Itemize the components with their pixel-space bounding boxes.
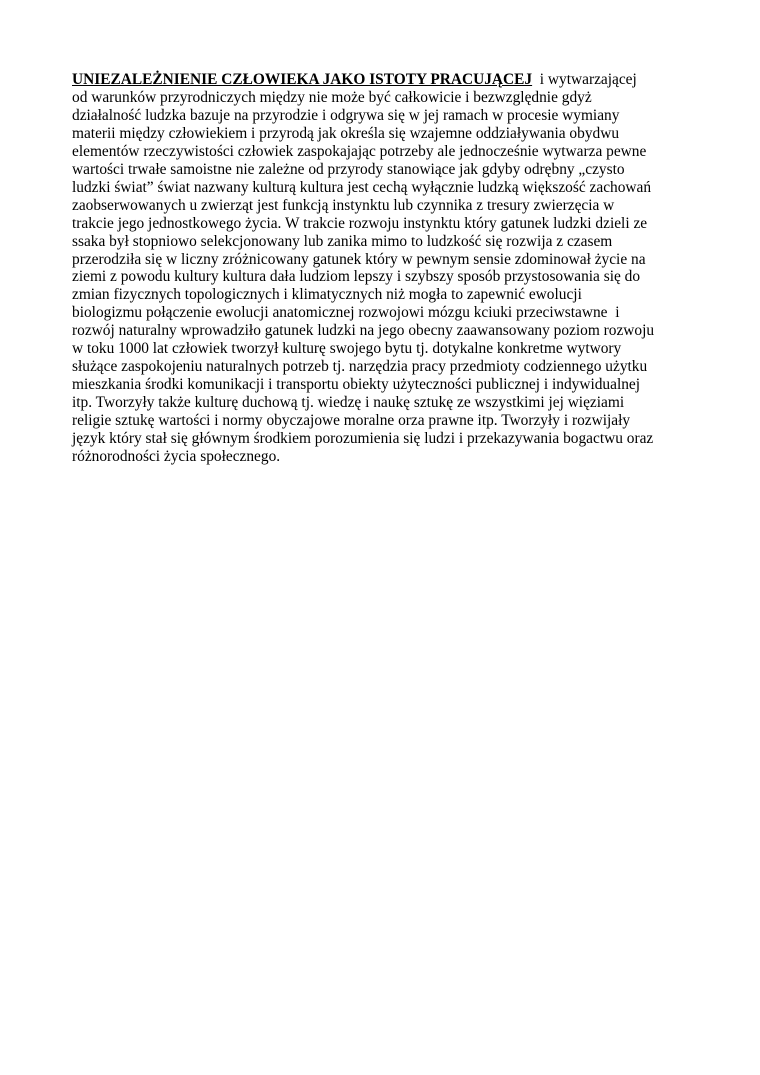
text-line: elementów rzeczywistości człowiek zaspokajając potrzeby ale jednocześnie wytwarza pewne [72,142,647,160]
text-line: od warunków przyrodniczych między nie może być całkowicie i bezwzględnie gdyż [72,88,592,106]
text-line: rozwój naturalny wprowadziło gatunek ludzki na jego obecny zaawansowany poziom rozwoju [72,322,655,340]
text-line: mieszkania środki komunikacji i transportu obiekty użyteczności publicznej i indywidualnej [72,376,641,394]
text-line: w toku 1000 lat człowiek tworzył kulturę swojego bytu tj. dotykalne konkretme wytwory [72,340,622,358]
text-line: zmian fizycznych topologicznych i klimatycznych niż mogła to zapewnić ewolucji [72,286,582,304]
heading-continuation-text: i wytwarzającej [532,71,637,88]
paragraph-body [72,89,700,466]
text-line: zaobserwowanych u zwierząt jest funkcją instynktu lub czynnika z tresury zwierzęcia w [72,196,615,214]
document-title: UNIEZALEŻNIENIE CZŁOWIEKA JAKO ISTOTY PRACUJĄCEJ [72,71,533,88]
text-line: wartości trwałe samoistne nie zależne od przyrody stanowiące jak gdyby odrębny „czysto [72,160,625,178]
text-line: działalność ludzka bazuje na przyrodzie i odgrywa się w jej ramach w procesie wymiany [72,106,620,124]
text-line: ssaka był stopniowo selekcjonowany lub zanika mimo to ludzkość się rozwija z czasem [72,232,613,250]
text-line: język który stał się głównym środkiem porozumienia się ludzi i przekazywania bogactwu oraz [72,430,654,448]
text-line: religie sztukę wartości i normy obyczajowe moralne orza prawne itp. Tworzyły i rozwijały [72,412,631,430]
text-line: służące zaspokojeniu naturalnych potrzeb tj. narzędzia pracy przedmioty codziennego użytku [72,358,648,376]
text-line: trakcie jego jednostkowego życia. W trakcie rozwoju instynktu który gatunek ludzki dzieli ze [72,214,648,232]
heading-line [72,71,700,89]
text-line: itp. Tworzyły także kulturę duchową tj. wiedzę i naukę sztukę ze wszystkimi jej więziami [72,394,625,412]
text-line: przerodziła się w liczny zróżnicowany gatunek który w pewnym sensie zdominował życie na [72,250,646,268]
text-line: ziemi z powodu kultury kultura dała ludziom lepszy i szybszy sposób przystosowania się do [72,268,641,286]
text-line: biologizmu połączenie ewolucji anatomicznej rozwojowi mózgu kciuki przeciwstawne i [72,304,620,322]
text-line: różnorodności życia społecznego. [72,448,281,466]
text-line: materii między człowiekiem i przyrodą jak określa się wzajemne oddziaływania obydwu [72,124,620,142]
text-line: ludzki świat” świat nazwany kulturą kultura jest cechą wyłącznie ludzką większość zachowań [72,178,652,196]
